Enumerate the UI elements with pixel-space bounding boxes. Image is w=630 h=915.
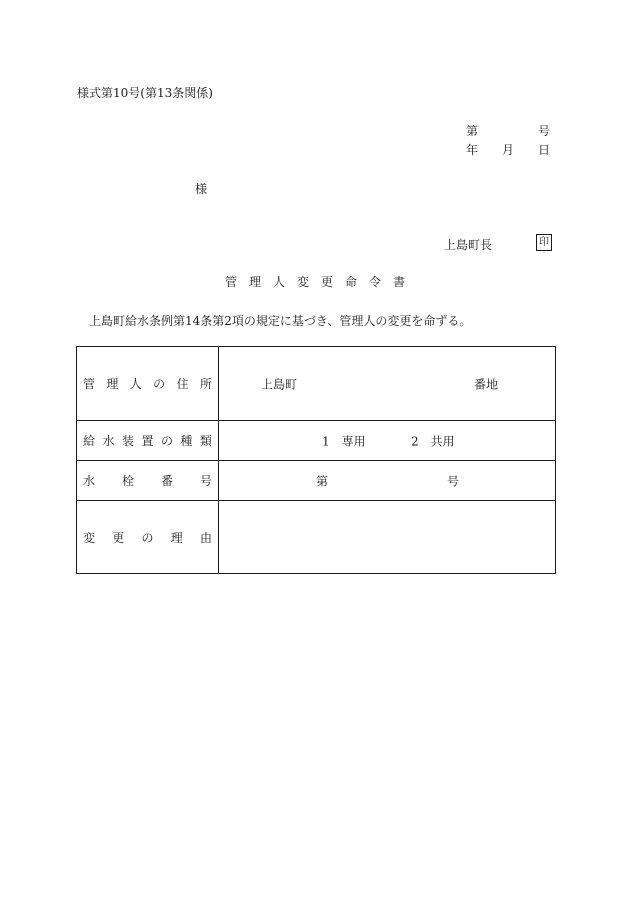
tap-number-suffix: 号 <box>447 474 460 488</box>
label-char: 種 <box>180 434 193 448</box>
form-table <box>76 346 556 574</box>
form-number: 様式第10号(第13条関係) <box>77 86 213 100</box>
table-row-device-type <box>77 421 556 461</box>
seal-mark: 印 <box>536 234 552 251</box>
body-text: 上島町給水条例第14条第2項の規定に基づき、管理人の変更を命ずる。 <box>89 314 472 328</box>
label-char: 類 <box>199 434 212 448</box>
label-char: 理 <box>170 530 183 545</box>
table-row-tap-number <box>77 461 556 501</box>
recipient-suffix: 様 <box>195 182 208 196</box>
label-char: の <box>160 434 173 448</box>
address-banchi: 番地 <box>474 377 499 391</box>
document-number-suffix: 号 <box>538 124 551 138</box>
label-device-type <box>77 421 219 461</box>
label-char: 水 <box>83 474 96 488</box>
type-option-private: 1 専用 <box>322 434 366 448</box>
label-char: 置 <box>141 434 154 448</box>
label-char: 由 <box>199 530 212 545</box>
date-day-label: 日 <box>538 143 551 157</box>
label-char: 給 <box>83 434 96 448</box>
label-char: 更 <box>112 530 125 545</box>
label-manager-address <box>77 347 219 421</box>
tap-number-prefix: 第 <box>316 474 329 488</box>
label-char: 栓 <box>121 474 134 488</box>
label-char: の <box>141 530 154 545</box>
value-change-reason <box>219 501 556 574</box>
date-year-label: 年 <box>466 143 479 157</box>
document-title: 管理人変更命令書 <box>224 275 417 289</box>
label-char: 理 <box>106 377 119 391</box>
label-char: の <box>153 377 166 391</box>
type-option-shared: 2 共用 <box>411 434 455 448</box>
issuer-name: 上島町長 <box>444 238 493 252</box>
label-char: 番 <box>160 474 173 488</box>
table-row-change-reason <box>77 501 556 574</box>
label-change-reason <box>77 501 219 574</box>
label-tap-number <box>77 461 219 501</box>
label-char: 水 <box>102 434 115 448</box>
date-month-label: 月 <box>502 143 515 157</box>
value-manager-address <box>219 347 556 421</box>
address-town: 上島町 <box>261 377 298 391</box>
value-tap-number <box>219 461 556 501</box>
table-row-address <box>77 347 556 421</box>
document-number-prefix: 第 <box>466 124 479 138</box>
value-device-type <box>219 421 556 461</box>
label-char: 住 <box>176 377 189 391</box>
label-char: 変 <box>83 530 96 545</box>
label-char: 号 <box>199 474 212 488</box>
label-char: 管 <box>83 377 96 391</box>
label-char: 装 <box>121 434 134 448</box>
label-char: 人 <box>129 377 142 391</box>
label-char: 所 <box>199 377 212 391</box>
